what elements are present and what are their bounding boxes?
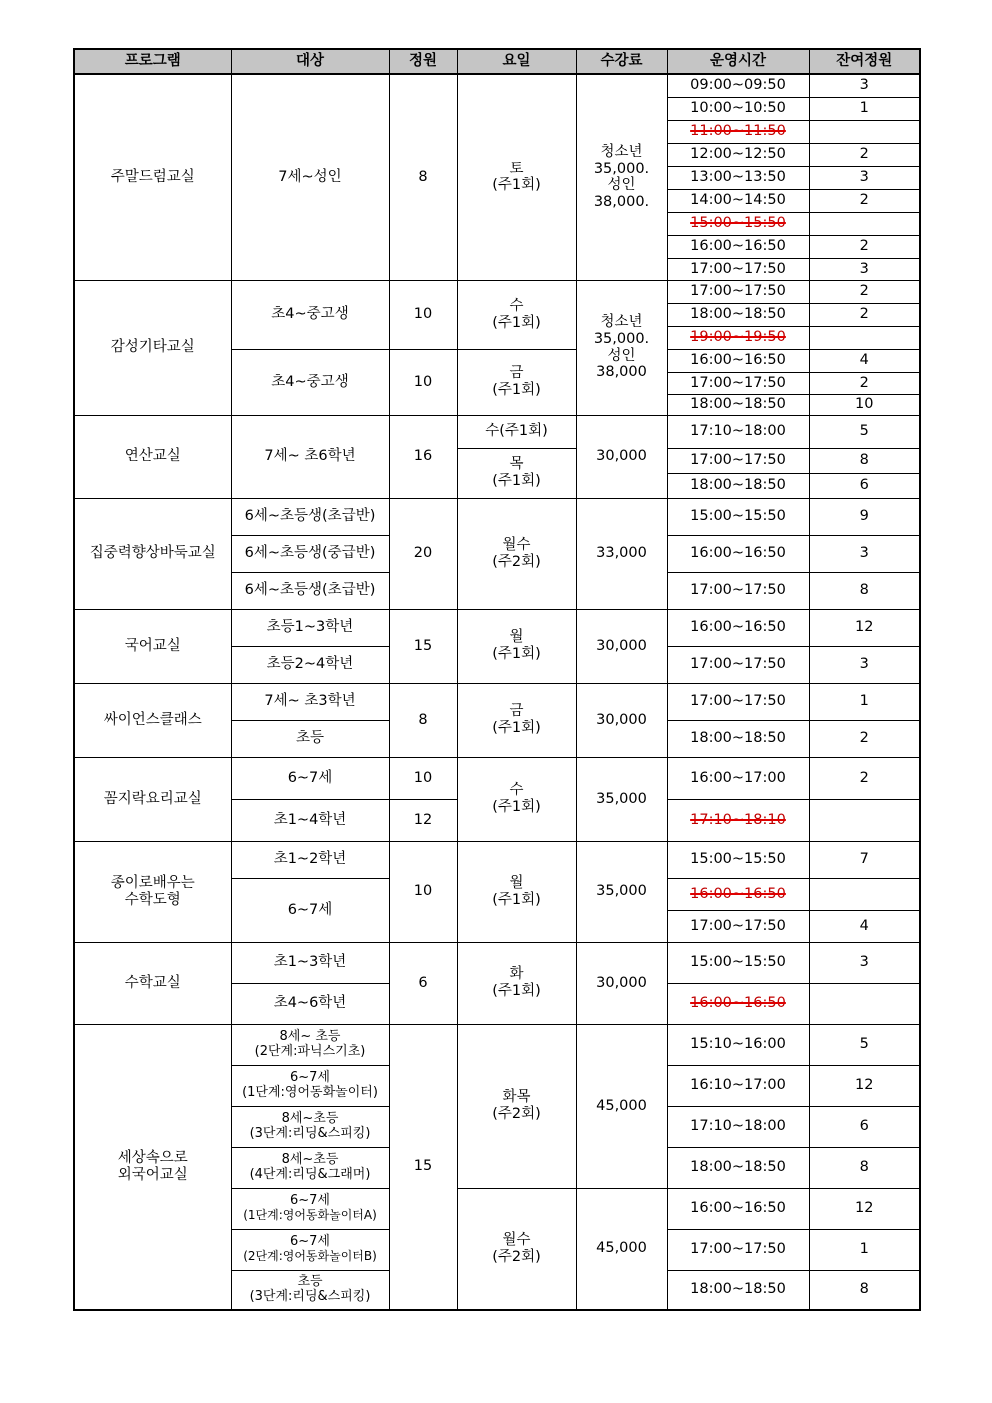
capacity-cell: 8 [389, 683, 457, 757]
time-text: 17:00~17:50 [690, 693, 786, 710]
program-name: 집중력향상바둑교실 [74, 498, 231, 609]
time-cell [667, 757, 809, 799]
time-text: 17:10~18:00 [690, 1118, 786, 1135]
remaining-cell: 4 [809, 910, 920, 942]
time-text: 17:00~17:50 [690, 1241, 786, 1258]
remaining-cell: 5 [809, 415, 920, 448]
fee-cell: 35,000 [576, 757, 667, 841]
header-capacity: 정원 [389, 49, 457, 74]
target-label: 8세~초등 [281, 1151, 339, 1167]
target-level: (2단계:파닉스기초) [254, 1043, 366, 1059]
target-cell: 초1~2학년 [231, 841, 389, 878]
target-label: 8세~ 초등 [279, 1028, 341, 1044]
remaining-cell [809, 983, 920, 1024]
remaining-cell: 2 [809, 757, 920, 799]
remaining-cell: 2 [809, 303, 920, 326]
table-header-row [74, 49, 920, 74]
time-text: 18:00~18:50 [690, 1281, 786, 1298]
fee-cell: 45,000 [576, 1024, 667, 1188]
capacity-cell: 6 [389, 942, 457, 1024]
time-cell [667, 372, 809, 394]
target-level: (3단계:리딩&스피킹) [249, 1125, 371, 1141]
remaining-cell: 10 [809, 394, 920, 415]
time-closed: 16:00~16:50 [690, 995, 786, 1012]
remaining-cell: 12 [809, 1188, 920, 1229]
remaining-cell: 12 [809, 1065, 920, 1106]
remaining-cell [809, 326, 920, 349]
time-cell [667, 942, 809, 983]
program-name: 국어교실 [74, 609, 231, 683]
remaining-cell: 1 [809, 97, 920, 120]
remaining-cell: 7 [809, 841, 920, 878]
target-cell [231, 1229, 389, 1270]
time-text: 17:00~17:50 [690, 656, 786, 673]
program-name: 감성기타교실 [74, 280, 231, 415]
target-level: (4단계:리딩&그래머) [249, 1166, 371, 1182]
capacity-cell: 16 [389, 415, 457, 498]
time-cell [667, 720, 809, 757]
day-cell: 수(주1회) [457, 415, 576, 448]
table-row [74, 74, 920, 97]
time-cell [667, 878, 809, 910]
time-text: 17:00~17:50 [690, 917, 786, 934]
fee-cell: 35,000 [576, 841, 667, 942]
time-text: 16:10~17:00 [690, 1077, 786, 1094]
target-cell: 초4~6학년 [231, 983, 389, 1024]
target-cell [231, 1270, 389, 1310]
time-text: 16:00~17:00 [690, 769, 786, 786]
remaining-cell: 8 [809, 1147, 920, 1188]
remaining-cell: 4 [809, 349, 920, 372]
time-cell [667, 448, 809, 473]
remaining-cell: 2 [809, 189, 920, 212]
target-cell: 초등 [231, 720, 389, 757]
time-cell [667, 1188, 809, 1229]
table-row [74, 683, 920, 720]
time-cell [667, 349, 809, 372]
remaining-cell: 8 [809, 572, 920, 609]
time-cell [667, 74, 809, 97]
table-row [74, 498, 920, 535]
day-cell: 토 (주1회) [457, 74, 576, 280]
time-text: 13:00~13:50 [690, 169, 786, 186]
time-cell [667, 166, 809, 189]
remaining-cell: 6 [809, 1106, 920, 1147]
table-row [74, 1024, 920, 1065]
target-level: (1단계:영어동화놀이터) [242, 1084, 378, 1100]
capacity-cell: 10 [389, 349, 457, 415]
day-cell: 수 (주1회) [457, 757, 576, 841]
table-row [74, 757, 920, 799]
capacity-cell: 10 [389, 841, 457, 942]
time-text: 17:00~17:50 [690, 260, 786, 277]
capacity-cell: 12 [389, 799, 457, 841]
time-text: 10:00~10:50 [690, 100, 786, 117]
target-level: (1단계:영어동화놀이터A) [243, 1208, 377, 1223]
time-text: 16:00~16:50 [690, 619, 786, 636]
schedule-table [73, 48, 921, 1311]
time-text: 15:00~15:50 [690, 508, 786, 525]
time-cell [667, 1229, 809, 1270]
program-name: 꼼지락요리교실 [74, 757, 231, 841]
program-name: 수학교실 [74, 942, 231, 1024]
remaining-cell: 3 [809, 942, 920, 983]
program-name: 연산교실 [74, 415, 231, 498]
time-text: 16:00~16:50 [690, 545, 786, 562]
table-body [74, 74, 920, 1310]
time-cell [667, 280, 809, 303]
target-cell: 7세~성인 [231, 74, 389, 280]
time-text: 16:00~16:50 [690, 238, 786, 255]
time-cell [667, 1106, 809, 1147]
time-text: 17:00~17:50 [690, 374, 786, 391]
remaining-cell: 5 [809, 1024, 920, 1065]
time-cell [667, 841, 809, 878]
remaining-cell: 8 [809, 1270, 920, 1310]
capacity-cell: 20 [389, 498, 457, 609]
time-cell [667, 646, 809, 683]
day-cell: 금 (주1회) [457, 349, 576, 415]
day-cell: 월 (주1회) [457, 609, 576, 683]
time-cell [667, 303, 809, 326]
time-text: 17:00~17:50 [690, 452, 786, 469]
fee-cell: 30,000 [576, 683, 667, 757]
fee-cell: 45,000 [576, 1188, 667, 1310]
time-text: 18:00~18:50 [690, 1159, 786, 1176]
time-text: 15:00~15:50 [690, 954, 786, 971]
target-cell [231, 1147, 389, 1188]
time-cell [667, 535, 809, 572]
table-row [74, 841, 920, 878]
target-label: 6~7세 [290, 1234, 330, 1250]
time-text: 17:00~17:50 [690, 283, 786, 300]
remaining-cell: 1 [809, 683, 920, 720]
program-name: 주말드럼교실 [74, 74, 231, 280]
remaining-cell [809, 120, 920, 143]
remaining-cell: 3 [809, 535, 920, 572]
time-cell [667, 910, 809, 942]
time-cell [667, 97, 809, 120]
fee-cell: 30,000 [576, 609, 667, 683]
time-cell [667, 415, 809, 448]
remaining-cell: 2 [809, 235, 920, 258]
target-cell: 6세~초등생(초급반) [231, 498, 389, 535]
program-name: 세상속으로 외국어교실 [74, 1024, 231, 1310]
capacity-cell: 10 [389, 757, 457, 799]
day-cell: 월 (주1회) [457, 841, 576, 942]
time-cell [667, 189, 809, 212]
time-cell [667, 394, 809, 415]
target-cell [231, 1065, 389, 1106]
time-cell [667, 799, 809, 841]
fee-cell: 33,000 [576, 498, 667, 609]
day-cell: 화 (주1회) [457, 942, 576, 1024]
target-cell: 초4~중고생 [231, 280, 389, 349]
remaining-cell [809, 878, 920, 910]
time-text: 17:00~17:50 [690, 582, 786, 599]
time-text: 18:00~18:50 [690, 730, 786, 747]
remaining-cell: 6 [809, 473, 920, 498]
time-cell [667, 683, 809, 720]
time-text: 09:00~09:50 [690, 77, 786, 94]
remaining-cell: 3 [809, 74, 920, 97]
remaining-cell: 8 [809, 448, 920, 473]
target-label: 초등 [297, 1273, 323, 1289]
remaining-cell: 12 [809, 609, 920, 646]
target-cell: 초4~중고생 [231, 349, 389, 415]
time-cell [667, 1147, 809, 1188]
time-text: 15:10~16:00 [690, 1036, 786, 1053]
target-cell: 초1~4학년 [231, 799, 389, 841]
target-cell: 6~7세 [231, 757, 389, 799]
target-cell: 7세~ 초6학년 [231, 415, 389, 498]
day-cell: 금 (주1회) [457, 683, 576, 757]
time-text: 18:00~18:50 [690, 477, 786, 494]
time-cell [667, 1270, 809, 1310]
time-text: 18:00~18:50 [690, 306, 786, 323]
time-cell [667, 326, 809, 349]
time-cell [667, 498, 809, 535]
target-cell: 6~7세 [231, 878, 389, 942]
header-fee: 수강료 [576, 49, 667, 74]
table-row [74, 280, 920, 303]
time-cell [667, 212, 809, 235]
day-cell: 수 (주1회) [457, 280, 576, 349]
remaining-cell [809, 799, 920, 841]
capacity-cell: 15 [389, 1024, 457, 1310]
fee-cell: 30,000 [576, 415, 667, 498]
target-cell [231, 1024, 389, 1065]
remaining-cell: 3 [809, 258, 920, 280]
remaining-cell: 2 [809, 143, 920, 166]
time-text: 18:00~18:50 [690, 396, 786, 413]
capacity-cell: 8 [389, 74, 457, 280]
header-program: 프로그램 [74, 49, 231, 74]
time-cell [667, 609, 809, 646]
time-cell [667, 1024, 809, 1065]
target-label: 6~7세 [290, 1193, 330, 1209]
time-closed: 11:00~11:50 [690, 123, 786, 140]
time-text: 14:00~14:50 [690, 192, 786, 209]
target-cell [231, 1106, 389, 1147]
target-cell: 초등1~3학년 [231, 609, 389, 646]
header-remaining: 잔여정원 [809, 49, 920, 74]
time-closed: 16:00~16:50 [690, 885, 786, 902]
target-cell: 6세~초등생(중급반) [231, 535, 389, 572]
remaining-cell: 2 [809, 280, 920, 303]
target-label: 8세~초등 [281, 1110, 339, 1126]
table-row [74, 415, 920, 448]
header-day: 요일 [457, 49, 576, 74]
target-cell: 초1~3학년 [231, 942, 389, 983]
time-text: 12:00~12:50 [690, 146, 786, 163]
target-cell: 6세~초등생(초급반) [231, 572, 389, 609]
fee-cell: 청소년 35,000. 성인 38,000 [576, 280, 667, 415]
remaining-cell: 9 [809, 498, 920, 535]
remaining-cell: 1 [809, 1229, 920, 1270]
time-cell [667, 983, 809, 1024]
time-cell [667, 572, 809, 609]
day-cell: 화목 (주2회) [457, 1024, 576, 1188]
table-row [74, 609, 920, 646]
day-cell: 월수 (주2회) [457, 1188, 576, 1310]
table-row [74, 942, 920, 983]
target-cell: 초등2~4학년 [231, 646, 389, 683]
capacity-cell: 15 [389, 609, 457, 683]
time-text: 17:10~18:00 [690, 423, 786, 440]
program-name: 싸이언스클래스 [74, 683, 231, 757]
target-label: 6~7세 [290, 1069, 330, 1085]
time-cell [667, 473, 809, 498]
time-cell [667, 258, 809, 280]
target-level: (2단계:영어동화놀이터B) [243, 1249, 377, 1264]
remaining-cell: 2 [809, 720, 920, 757]
time-cell [667, 120, 809, 143]
day-cell: 월수 (주2회) [457, 498, 576, 609]
remaining-cell: 3 [809, 166, 920, 189]
capacity-cell: 10 [389, 280, 457, 349]
remaining-cell [809, 212, 920, 235]
time-cell [667, 235, 809, 258]
target-cell: 7세~ 초3학년 [231, 683, 389, 720]
time-text: 15:00~15:50 [690, 851, 786, 868]
remaining-cell: 2 [809, 372, 920, 394]
fee-cell: 청소년 35,000. 성인 38,000. [576, 74, 667, 280]
target-cell [231, 1188, 389, 1229]
fee-cell: 30,000 [576, 942, 667, 1024]
time-cell [667, 143, 809, 166]
time-closed: 15:00~15:50 [690, 215, 786, 232]
time-closed: 19:00~19:50 [690, 329, 786, 346]
time-text: 16:00~16:50 [690, 352, 786, 369]
time-cell [667, 1065, 809, 1106]
header-target: 대상 [231, 49, 389, 74]
day-cell: 목 (주1회) [457, 448, 576, 498]
program-name: 종이로배우는 수학도형 [74, 841, 231, 942]
target-level: (3단계:리딩&스피킹) [249, 1288, 371, 1304]
header-time: 운영시간 [667, 49, 809, 74]
time-closed: 17:10~18:10 [690, 811, 786, 828]
remaining-cell: 3 [809, 646, 920, 683]
time-text: 16:00~16:50 [690, 1200, 786, 1217]
